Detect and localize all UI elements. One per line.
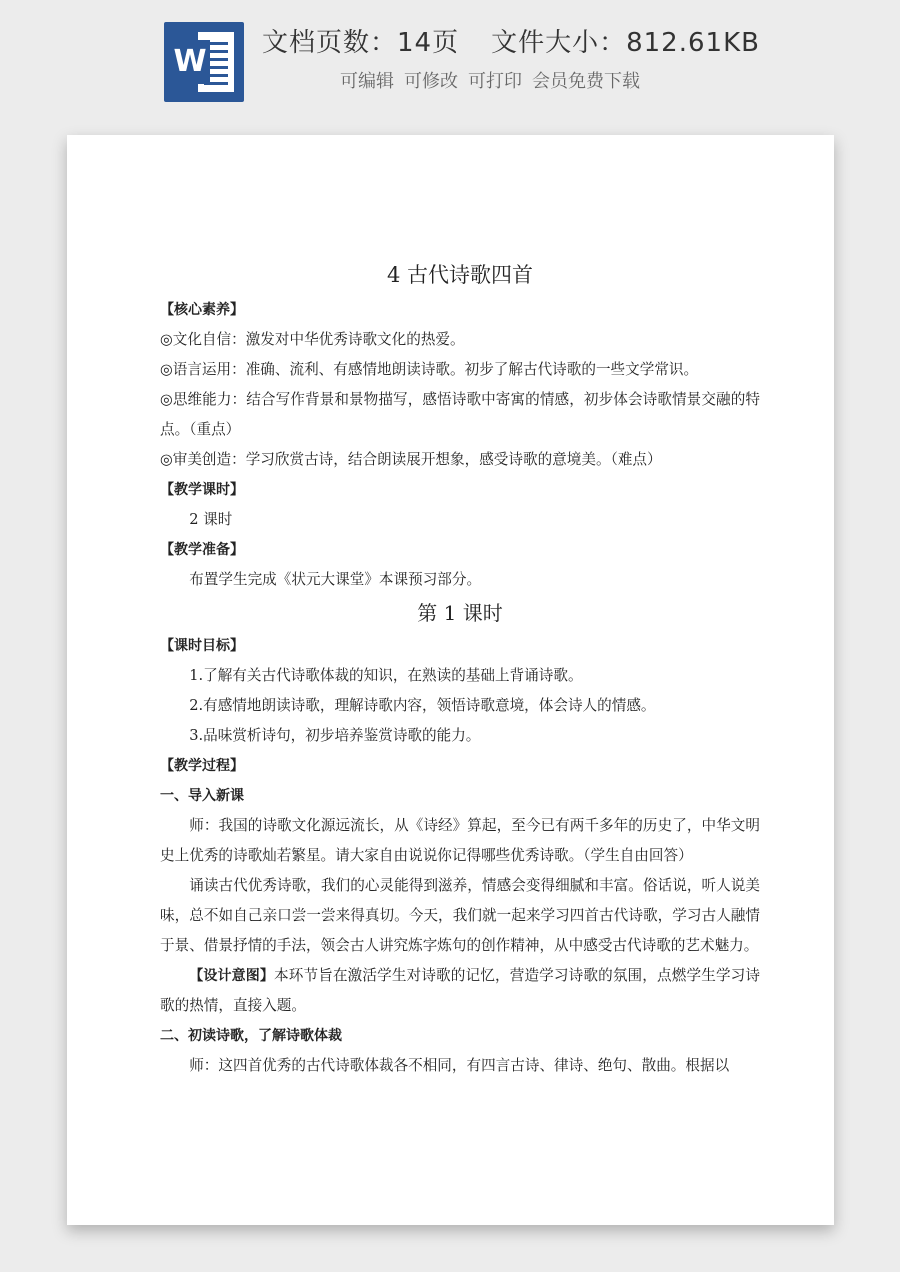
core-item: ◎文化自信：激发对中华优秀诗歌文化的热爱。 <box>160 331 465 348</box>
goal-item: 3.品味赏析诗句，初步培养鉴赏诗歌的能力。 <box>189 727 481 744</box>
design-intent <box>160 961 760 1021</box>
word-document-icon: W <box>164 22 244 102</box>
perk-modifiable: 可修改 <box>404 71 458 92</box>
prep-text: 布置学生完成《状元大课堂》本课预习部分。 <box>189 571 482 588</box>
goal-item: 1.了解有关古代诗歌体裁的知识，在熟读的基础上背诵诗歌。 <box>189 667 583 684</box>
paragraph: 师：我国的诗歌文化源远流长，从《诗经》算起，至今已有两千多年的历史了，中华文明史上优秀的诗歌灿若繁星。请大家自由说说你记得哪些优秀诗歌。（学生自由回答） <box>160 817 760 864</box>
document-title: 4 古代诗歌四首 <box>386 263 534 287</box>
file-stats <box>262 22 760 59</box>
perk-member-free: 会员免费下载 <box>532 71 640 92</box>
core-heading: 【核心素养】 <box>160 302 244 318</box>
file-size: 文件大小：812.61KB <box>491 28 760 58</box>
perk-editable: 可编辑 <box>340 71 394 92</box>
paragraph: 师：这四首优秀的古代诗歌体裁各不相同，有四言古诗、律诗、绝句、散曲。根据以 <box>189 1057 730 1074</box>
process-heading: 【教学过程】 <box>160 758 244 774</box>
feature-list <box>340 67 640 93</box>
design-label: 【设计意图】 <box>189 968 275 984</box>
hours-text: 2 课时 <box>189 511 233 528</box>
document-page <box>67 135 834 1225</box>
perk-printable: 可打印 <box>468 71 522 92</box>
goal-item: 2.有感情地朗读诗歌，理解诗歌内容，领悟诗歌意境，体会诗人的情感。 <box>189 697 656 714</box>
goals-heading: 【课时目标】 <box>160 638 244 654</box>
section-heading: 一、导入新课 <box>160 788 244 804</box>
lesson-title: 第 1 课时 <box>417 601 503 625</box>
prep-heading: 【教学准备】 <box>160 542 244 558</box>
page-count: 文档页数：14页 <box>262 28 460 58</box>
core-item: ◎审美创造：学习欣赏古诗，结合朗读展开想象，感受诗歌的意境美。（难点） <box>160 451 662 468</box>
paragraph: 诵读古代优秀诗歌，我们的心灵能得到滋养，情感会变得细腻和丰富。俗话说，听人说美味，总不如自己亲口尝一尝来得真切。今天，我们就一起来学习四首古代诗歌，学习古人融情于景、借景抒情的手法，领会古人讲究炼字炼句的创作精神，从中感受古代诗歌的艺术魅力。 <box>160 877 760 954</box>
core-item: ◎思维能力：结合写作背景和景物描写，感悟诗歌中寄寓的情感，初步体会诗歌情景交融的特点。（重点） <box>160 391 760 438</box>
header-banner <box>0 0 900 120</box>
core-item: ◎语言运用：准确、流利、有感情地朗读诗歌。初步了解古代诗歌的一些文学常识。 <box>160 361 699 378</box>
document-content <box>160 255 760 1081</box>
hours-heading: 【教学课时】 <box>160 482 244 498</box>
design-text: 本环节旨在激活学生对诗歌的记忆，营造学习诗歌的氛围，点燃学生学习诗歌的热情，直接入题。 <box>160 967 760 1014</box>
section-heading: 二、初读诗歌，了解诗歌体裁 <box>160 1028 342 1044</box>
